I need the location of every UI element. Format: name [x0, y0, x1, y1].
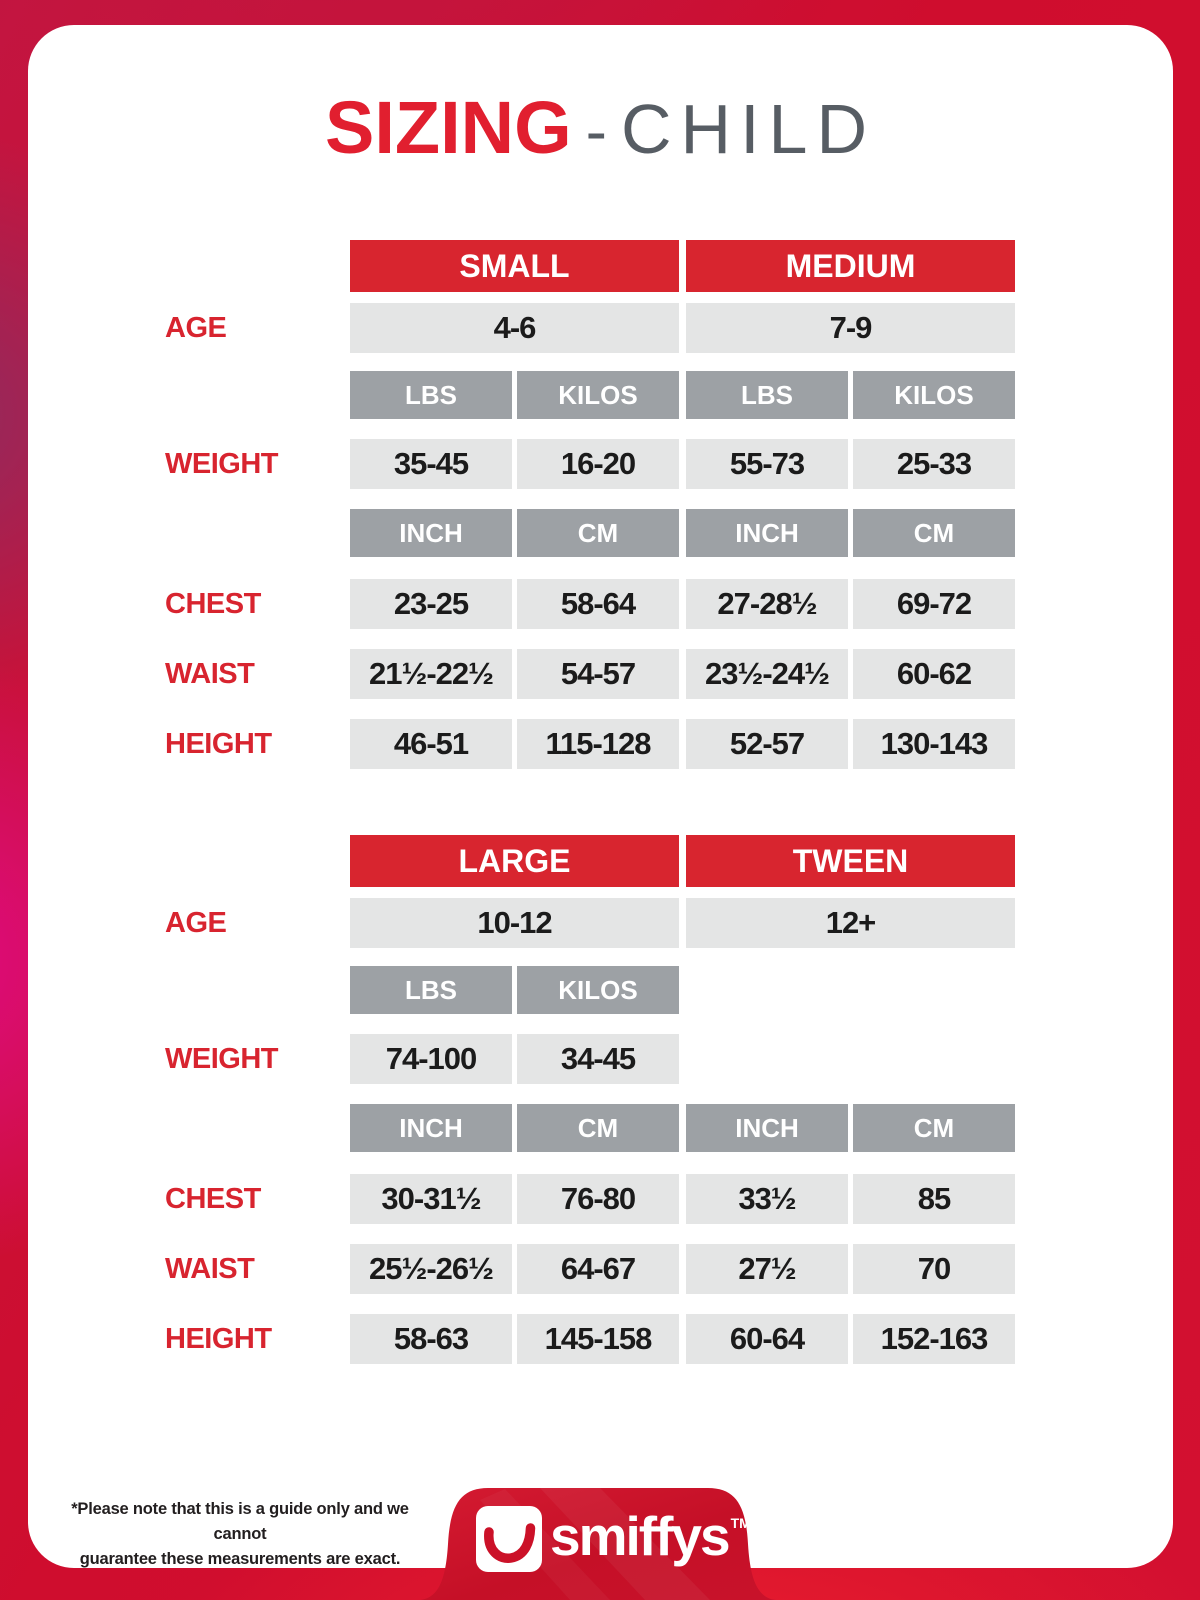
unit-header-kilos: KILOS	[517, 371, 679, 419]
smiffys-smile-icon	[476, 1506, 542, 1572]
unit-header-inch: INCH	[686, 1104, 848, 1152]
chest-value: 33½	[686, 1174, 848, 1224]
column-header-large: LARGE	[350, 835, 679, 887]
waist-value: 21½-22½	[350, 649, 512, 699]
unit-header-lbs: LBS	[686, 371, 848, 419]
chest-value: 27-28½	[686, 579, 848, 629]
height-value: 58-63	[350, 1314, 512, 1364]
row-label-chest: CHEST	[165, 1182, 261, 1215]
height-value: 152-163	[853, 1314, 1015, 1364]
smiffys-logo	[420, 1480, 776, 1600]
row-label-spacer	[165, 509, 350, 557]
row-label-height: HEIGHT	[165, 1322, 272, 1355]
table-row	[165, 579, 1015, 629]
unit-header-lbs: LBS	[350, 371, 512, 419]
unit-header-cm: CM	[853, 1104, 1015, 1152]
chest-value: 58-64	[517, 579, 679, 629]
waist-value: 70	[853, 1244, 1015, 1294]
trademark-label: TM	[730, 1514, 751, 1531]
chest-value: 23-25	[350, 579, 512, 629]
table-row	[165, 439, 1015, 489]
brand-text: smiffys	[550, 1505, 729, 1567]
unit-header-cm: CM	[517, 509, 679, 557]
sizing-card	[28, 25, 1173, 1568]
row-label-spacer	[165, 1104, 350, 1152]
size-table-large-tween	[165, 835, 1045, 1380]
row-label-spacer	[165, 835, 350, 887]
waist-value: 54-57	[517, 649, 679, 699]
title-child: CHILD	[620, 90, 877, 168]
table-row	[165, 371, 1015, 419]
smiffys-wordmark	[550, 1506, 749, 1567]
unit-header-inch: INCH	[686, 509, 848, 557]
row-label-spacer	[165, 966, 350, 1014]
weight-value: 16-20	[517, 439, 679, 489]
age-value-small: 4-6	[350, 303, 679, 353]
table-row	[165, 303, 1015, 353]
unit-header-cm: CM	[853, 509, 1015, 557]
weight-value: 34-45	[517, 1034, 679, 1084]
title-sizing: SIZING	[324, 86, 572, 169]
waist-value: 25½-26½	[350, 1244, 512, 1294]
weight-value: 35-45	[350, 439, 512, 489]
weight-value: 74-100	[350, 1034, 512, 1084]
unit-header-kilos: KILOS	[853, 371, 1015, 419]
row-label-height: HEIGHT	[165, 727, 272, 760]
age-value-large: 10-12	[350, 898, 679, 948]
waist-value: 60-62	[853, 649, 1015, 699]
page-title	[28, 85, 1173, 170]
chest-value: 30-31½	[350, 1174, 512, 1224]
row-label-weight: WEIGHT	[165, 1042, 278, 1075]
table-row	[165, 1104, 1015, 1152]
height-value: 52-57	[686, 719, 848, 769]
unit-header-lbs: LBS	[350, 966, 512, 1014]
table-row	[165, 509, 1015, 557]
unit-header-kilos: KILOS	[517, 966, 679, 1014]
unit-header-cm: CM	[517, 1104, 679, 1152]
table-row	[165, 1314, 1015, 1364]
size-table-small-medium	[165, 240, 1045, 785]
row-label-spacer	[165, 240, 350, 292]
waist-value: 27½	[686, 1244, 848, 1294]
waist-value: 64-67	[517, 1244, 679, 1294]
table-row	[165, 649, 1015, 699]
column-header-tween: TWEEN	[686, 835, 1015, 887]
row-label-waist: WAIST	[165, 1252, 255, 1285]
chest-value: 69-72	[853, 579, 1015, 629]
height-value: 115-128	[517, 719, 679, 769]
footer-note-line2: guarantee these measurements are exact.	[79, 1549, 401, 1568]
title-dash: -	[585, 95, 607, 167]
unit-header-inch: INCH	[350, 1104, 512, 1152]
table-row	[165, 1244, 1015, 1294]
weight-value: 55-73	[686, 439, 848, 489]
row-label-age: AGE	[165, 311, 227, 344]
chest-value: 76-80	[517, 1174, 679, 1224]
column-header-small: SMALL	[350, 240, 679, 292]
age-value-medium: 7-9	[686, 303, 1015, 353]
height-value: 130-143	[853, 719, 1015, 769]
table-row	[165, 966, 686, 1014]
age-value-tween: 12+	[686, 898, 1015, 948]
footer-note	[50, 1497, 430, 1571]
table-row	[165, 835, 1015, 887]
chest-value: 85	[853, 1174, 1015, 1224]
unit-header-inch: INCH	[350, 509, 512, 557]
row-label-waist: WAIST	[165, 657, 255, 690]
weight-value: 25-33	[853, 439, 1015, 489]
table-row	[165, 719, 1015, 769]
column-header-medium: MEDIUM	[686, 240, 1015, 292]
table-row	[165, 1174, 1015, 1224]
height-value: 145-158	[517, 1314, 679, 1364]
row-label-weight: WEIGHT	[165, 447, 278, 480]
row-label-spacer	[165, 371, 350, 419]
row-label-age: AGE	[165, 906, 227, 939]
table-row	[165, 1034, 686, 1084]
waist-value: 23½-24½	[686, 649, 848, 699]
height-value: 46-51	[350, 719, 512, 769]
table-row	[165, 240, 1015, 292]
table-row	[165, 898, 1015, 948]
height-value: 60-64	[686, 1314, 848, 1364]
footer-note-line1: *Please note that this is a guide only and we cannot	[71, 1500, 409, 1543]
row-label-chest: CHEST	[165, 587, 261, 620]
